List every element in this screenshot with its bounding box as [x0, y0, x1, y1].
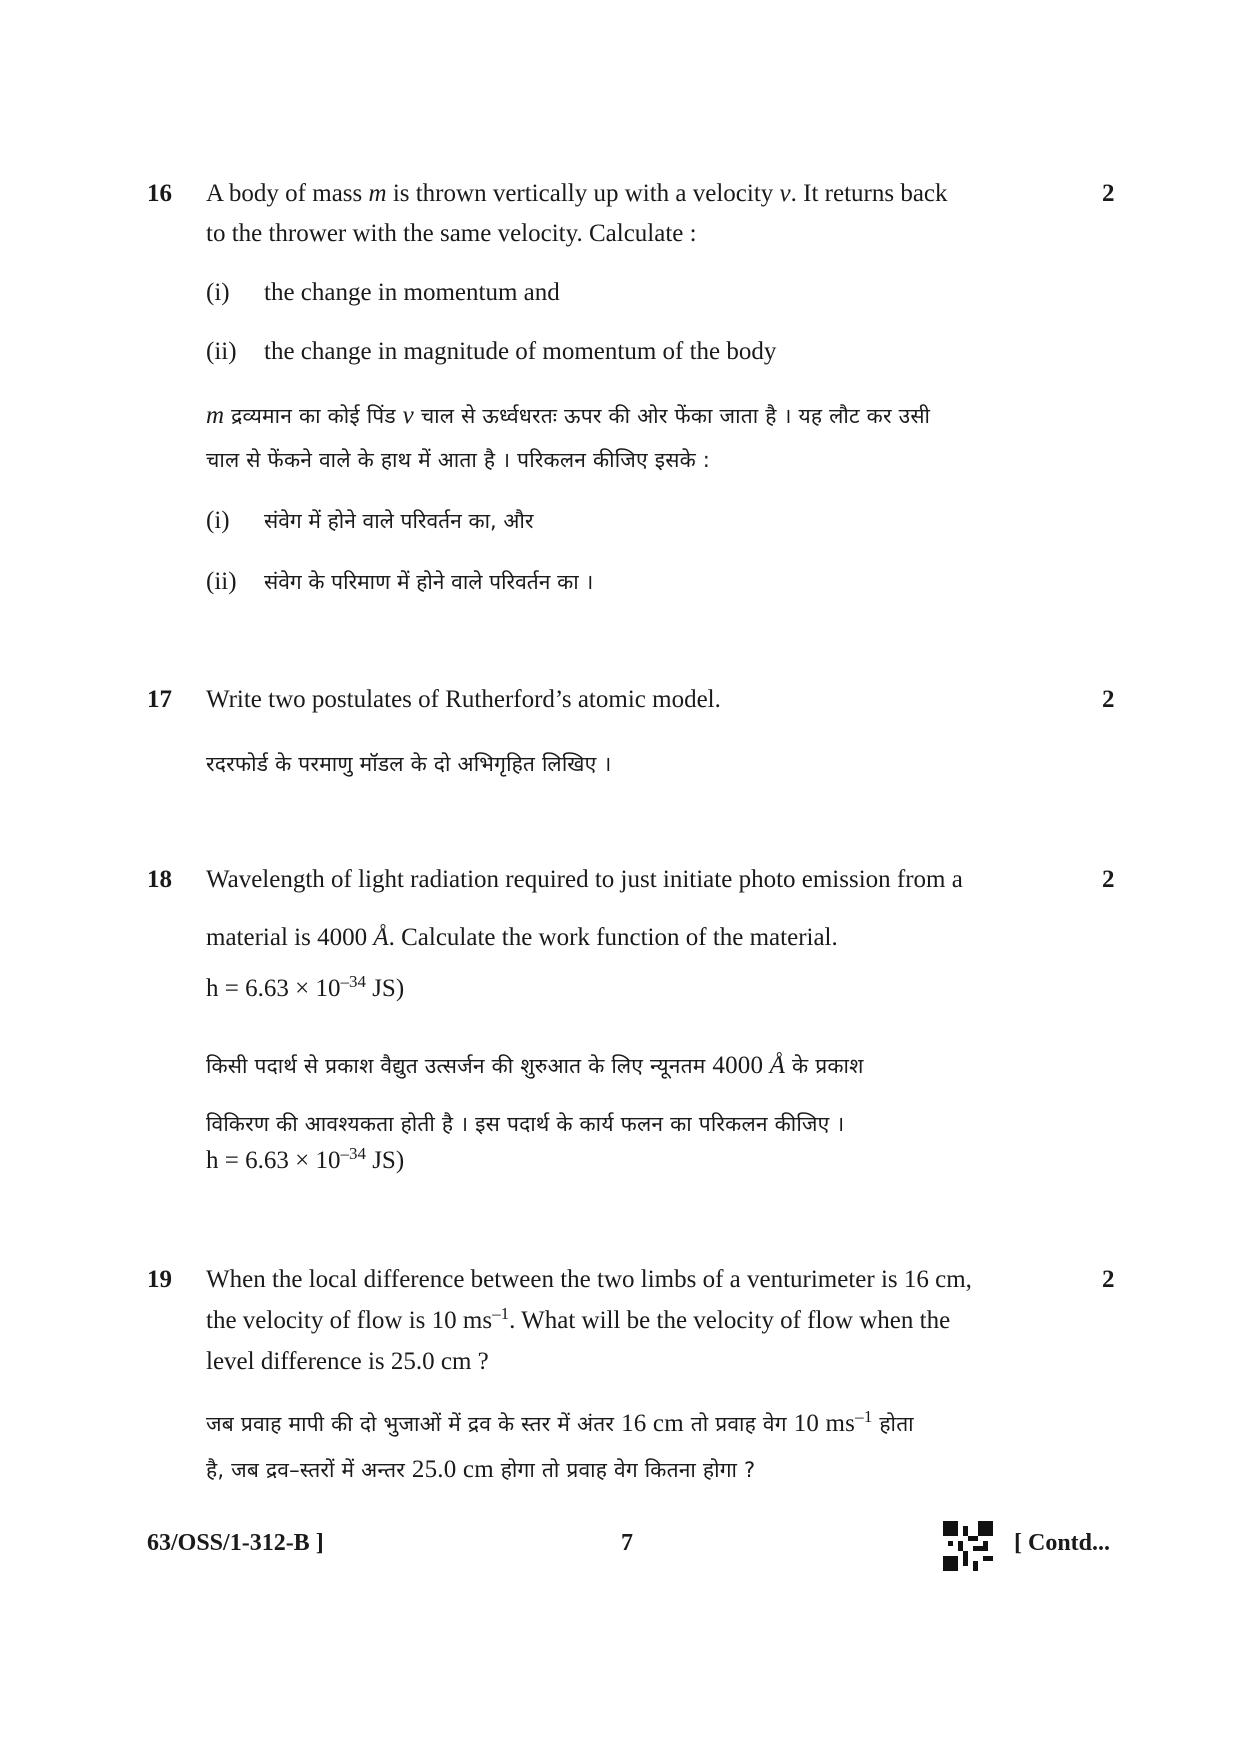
planck-constant: $h = 6.63 \times 10^{-34}$ JS) [206, 972, 405, 1002]
question-number: 16 [147, 180, 172, 207]
question-text-en: A body of mass m is thrown vertically up with a velocity v. It returns back [206, 180, 948, 207]
question-text-hi: है, जब द्रव–स्तरों में अन्तर 25.0 cm होगा तो प्रवाह वेग कितना होगा ? [206, 1456, 756, 1483]
question-text-en: When the local difference between the two limbs of a venturimeter is 16 cm, [206, 1266, 972, 1293]
question-text-hi: चाल से फेंकने वाले के हाथ में आता है । परिकलन कीजिए इसके : [206, 448, 711, 472]
page-number: 7 [621, 1530, 633, 1556]
question-number: 19 [147, 1266, 172, 1293]
question-text-en: level difference is 25.0 cm ? [206, 1348, 489, 1375]
question-number: 17 [147, 686, 172, 713]
question-text-en: material is 4000 Å. Calculate the work function of the material. [206, 924, 838, 951]
question-text-hi: विकिरण की आवश्यकता होती है । इस पदार्थ के कार्य फलन का परिकलन कीजिए । [206, 1112, 845, 1136]
question-marks: 2 [1102, 180, 1115, 207]
sub-question-ii-hi: (ii) संवेग के परिमाण में होने वाले परिवर्तन का । [206, 568, 594, 595]
qr-code-icon [943, 1521, 993, 1571]
question-text-hi: m द्रव्यमान का कोई पिंड v चाल से ऊर्ध्वधरतः ऊपर की ओर फेंका जाता है । यह लौट कर उसी [206, 402, 931, 429]
question-text-hi: रदरफोर्ड के परमाणु मॉडल के दो अभिगृहित लिखिए । [206, 752, 612, 776]
question-text-en: to the thrower with the same velocity. Calculate : [206, 220, 697, 247]
paper-code: 63/OSS/1-312-B ] [147, 1530, 324, 1556]
question-text-en: Wavelength of light radiation required to just initiate photo emission from a [206, 866, 963, 893]
question-marks: 2 [1102, 686, 1115, 713]
question-text-hi: जब प्रवाह मापी की दो भुजाओं में द्रव के स्तर में अंतर 16 cm तो प्रवाह वेग 10 $ms^{-1}$ होता [206, 1407, 914, 1437]
planck-constant: $h = 6.63 \times 10^{-34}$ JS) [206, 1144, 405, 1174]
question-text-en: the velocity of flow is 10 $ms^{-1}$. What will be the velocity of flow when the [206, 1304, 951, 1334]
question-marks: 2 [1102, 866, 1115, 893]
question-number: 18 [147, 866, 172, 893]
question-marks: 2 [1102, 1266, 1115, 1293]
question-text-hi: किसी पदार्थ से प्रकाश वैद्युत उत्सर्जन की शुरुआत के लिए न्यूनतम 4000 Å के प्रकाश [206, 1052, 864, 1079]
sub-question-ii: (ii) the change in magnitude of momentum of the body [206, 338, 777, 365]
continued-label: [ Contd... [1014, 1530, 1111, 1556]
question-text-en: Write two postulates of Rutherford’s atomic model. [206, 686, 721, 713]
sub-question-i: (i) the change in momentum and [206, 279, 560, 306]
sub-question-i-hi: (i) संवेग में होने वाले परिवर्तन का, और [206, 507, 534, 534]
